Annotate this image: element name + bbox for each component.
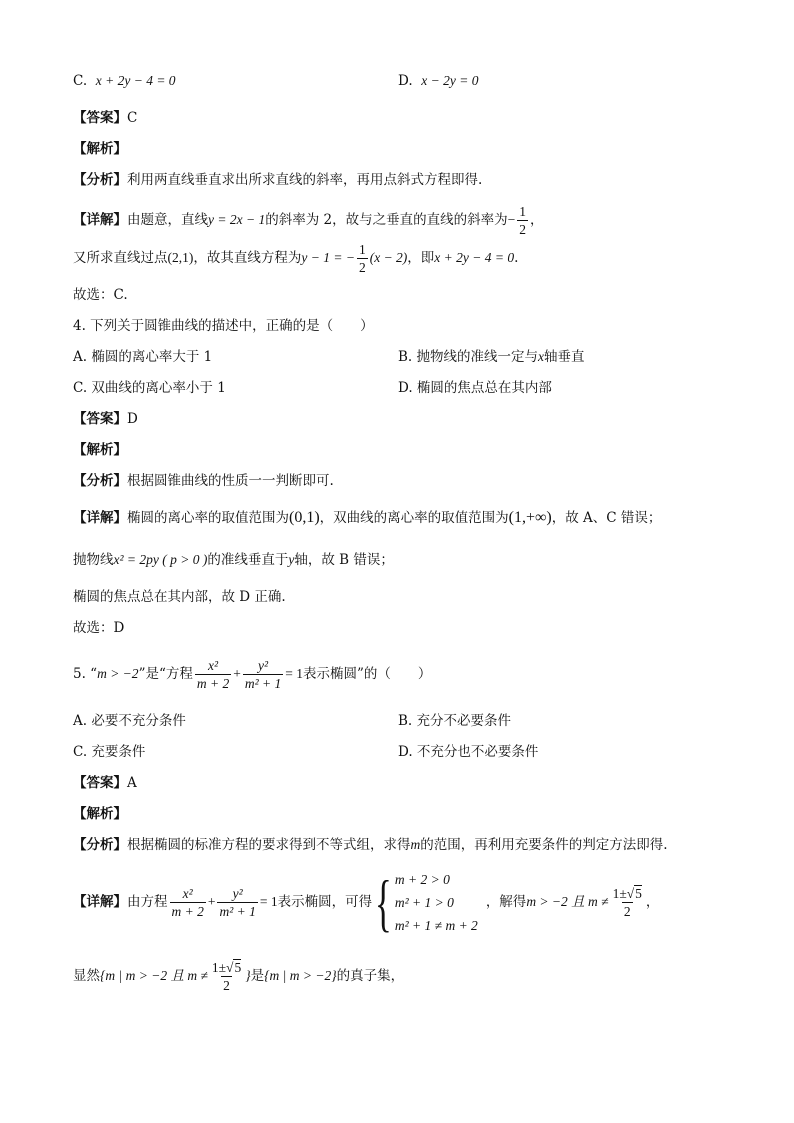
q4-xiangjie: 【详解】椭圆的离心率的取值范围为(0,1)，双曲线的离心率的取值范围为(1,+∞)，故 A、C 错误； — [73, 509, 662, 526]
q3-point: (2,1) — [167, 250, 194, 265]
q5-condition: m > −2 — [97, 666, 139, 681]
q3-line-equation: y = 2x − 1 — [208, 212, 266, 227]
q5-solution: m > −2 且 m ≠ — [526, 894, 609, 909]
q3-fenxi: 【分析】利用两直线垂直求出所求直线的斜率，再用点斜式方程即得. — [73, 172, 483, 188]
q4-option-b: B. 抛物线的准线一定与x轴垂直 — [398, 349, 585, 365]
q5-xj-frac-x: $\frac{\text{x²}}{m + 2}$ — [171, 886, 204, 919]
q3-answer: 【答案】C — [73, 110, 138, 126]
q4-fenxi: 【分析】根据圆锥曲线的性质一一判断即可. — [73, 473, 334, 489]
q5-option-b: B. 充分不必要条件 — [398, 713, 512, 729]
q5-conclusion: 显然{m | m > −2 且 m ≠ $\frac{1\pm√5}{2}$ }是{m | m > −2}的真子集， — [73, 960, 405, 993]
q4-analysis-heading: 【解析】 — [73, 442, 127, 458]
q5-set-2: {m | m > −2} — [264, 968, 337, 983]
q4-option-d: D. 椭圆的焦点总在其内部 — [398, 380, 552, 396]
q4-parabola-eq: x² = 2py ( p > 0 ) — [113, 552, 208, 567]
system-brace: { — [375, 866, 392, 938]
q3-slope-fraction: $\frac{1}{2}$ — [519, 204, 526, 237]
q4-stem: 4. 下列关于圆锥曲线的描述中，正确的是（ ） — [73, 318, 374, 334]
q4-choose: 故选：D — [73, 620, 125, 636]
q5-set-1: {m | m > −2 且 m ≠ — [100, 968, 208, 983]
q3-option-d: D. x − 2y = 0 — [398, 73, 479, 89]
q3-analysis-heading: 【解析】 — [73, 141, 127, 157]
q5-solution-fraction: $\frac{1\pm√5}{2}$ — [612, 886, 642, 919]
q5-xj-frac-y: $\frac{\text{y²}}{\text{m² + 1}}$ — [219, 886, 256, 919]
q5-frac-y: $\frac{\text{y²}}{\text{m² + 1}}$ — [244, 658, 282, 691]
q5-option-d: D. 不充分也不必要条件 — [398, 744, 539, 760]
q5-analysis-heading: 【解析】 — [73, 806, 127, 822]
q5-answer: 【答案】A — [73, 775, 137, 791]
q5-set-fraction: $\frac{1\pm√5}{2}$ — [211, 960, 242, 993]
q4-xiangjie-ellipse: 椭圆的焦点总在其内部，故 D 正确. — [73, 589, 286, 605]
q3-final-equation: x + 2y − 4 = 0 — [434, 250, 515, 265]
q3-option-d-math: x − 2y = 0 — [421, 73, 479, 88]
inequality-system: m + 2 > 0 m² + 1 > 0 m² + 1 ≠ m + 2 — [394, 872, 478, 933]
q3-choose: 故选：C. — [73, 287, 128, 303]
q4-option-c: C. 双曲线的离心率小于 1 — [73, 380, 226, 396]
q5-stem: 5. “m > −2”是“方程 $\frac{\text{x²}}{m + 2}$ + $\frac{\text{y²}}{\text{m² + 1}}$ = 1表示椭圆”的（ ） — [73, 658, 432, 691]
q5-fenxi: 【分析】根据椭圆的标准方程的要求得到不等式组，求得m的范围，再利用充要条件的判定方法即得. — [73, 837, 668, 853]
q4-answer: 【答案】D — [73, 411, 138, 427]
q3-xiangjie: 【详解】由题意，直线y = 2x − 1的斜率为 2，故与之垂直的直线的斜率为− $\frac{1}{2}$ ， — [73, 204, 544, 237]
q4-range-hyperbola: (1,+∞) — [508, 509, 552, 526]
q3-xiangjie-cont: 又所求直线过点(2,1)，故其直线方程为y − 1 = − $\frac{1}{2}$ (x − 2)，即x + 2y − 4 = 0. — [73, 242, 519, 275]
q3-option-c-math: x + 2y − 4 = 0 — [95, 73, 176, 88]
q3-option-c: C. x + 2y − 4 = 0 — [73, 73, 176, 89]
q5-frac-x: $\frac{\text{x²}}{m + 2}$ — [196, 658, 230, 691]
q4-xiangjie-parabola: 抛物线x² = 2py ( p > 0 )的准线垂直于y轴，故 B 错误； — [73, 552, 394, 568]
q5-xiangjie: 【详解】由方程 $\frac{\text{x²}}{m + 2}$ + $\frac{\text{y²}}{\text{m² + 1}}$ = 1表示椭圆，可得{ m + 2 > 0 m² + 1 > 0 m² + 1 ≠ m + 2 ，解得m > −2 且 m ≠ $\frac{1\pm√5}{2}$ ， — [73, 866, 660, 938]
q5-option-a: A. 必要不充分条件 — [73, 713, 186, 729]
q4-range-ellipse: (0,1) — [289, 509, 320, 526]
q3-eq-fraction: $\frac{1}{2}$ — [358, 242, 366, 275]
q5-option-c: C. 充要条件 — [73, 744, 146, 760]
q4-option-a: A. 椭圆的离心率大于 1 — [73, 349, 213, 365]
